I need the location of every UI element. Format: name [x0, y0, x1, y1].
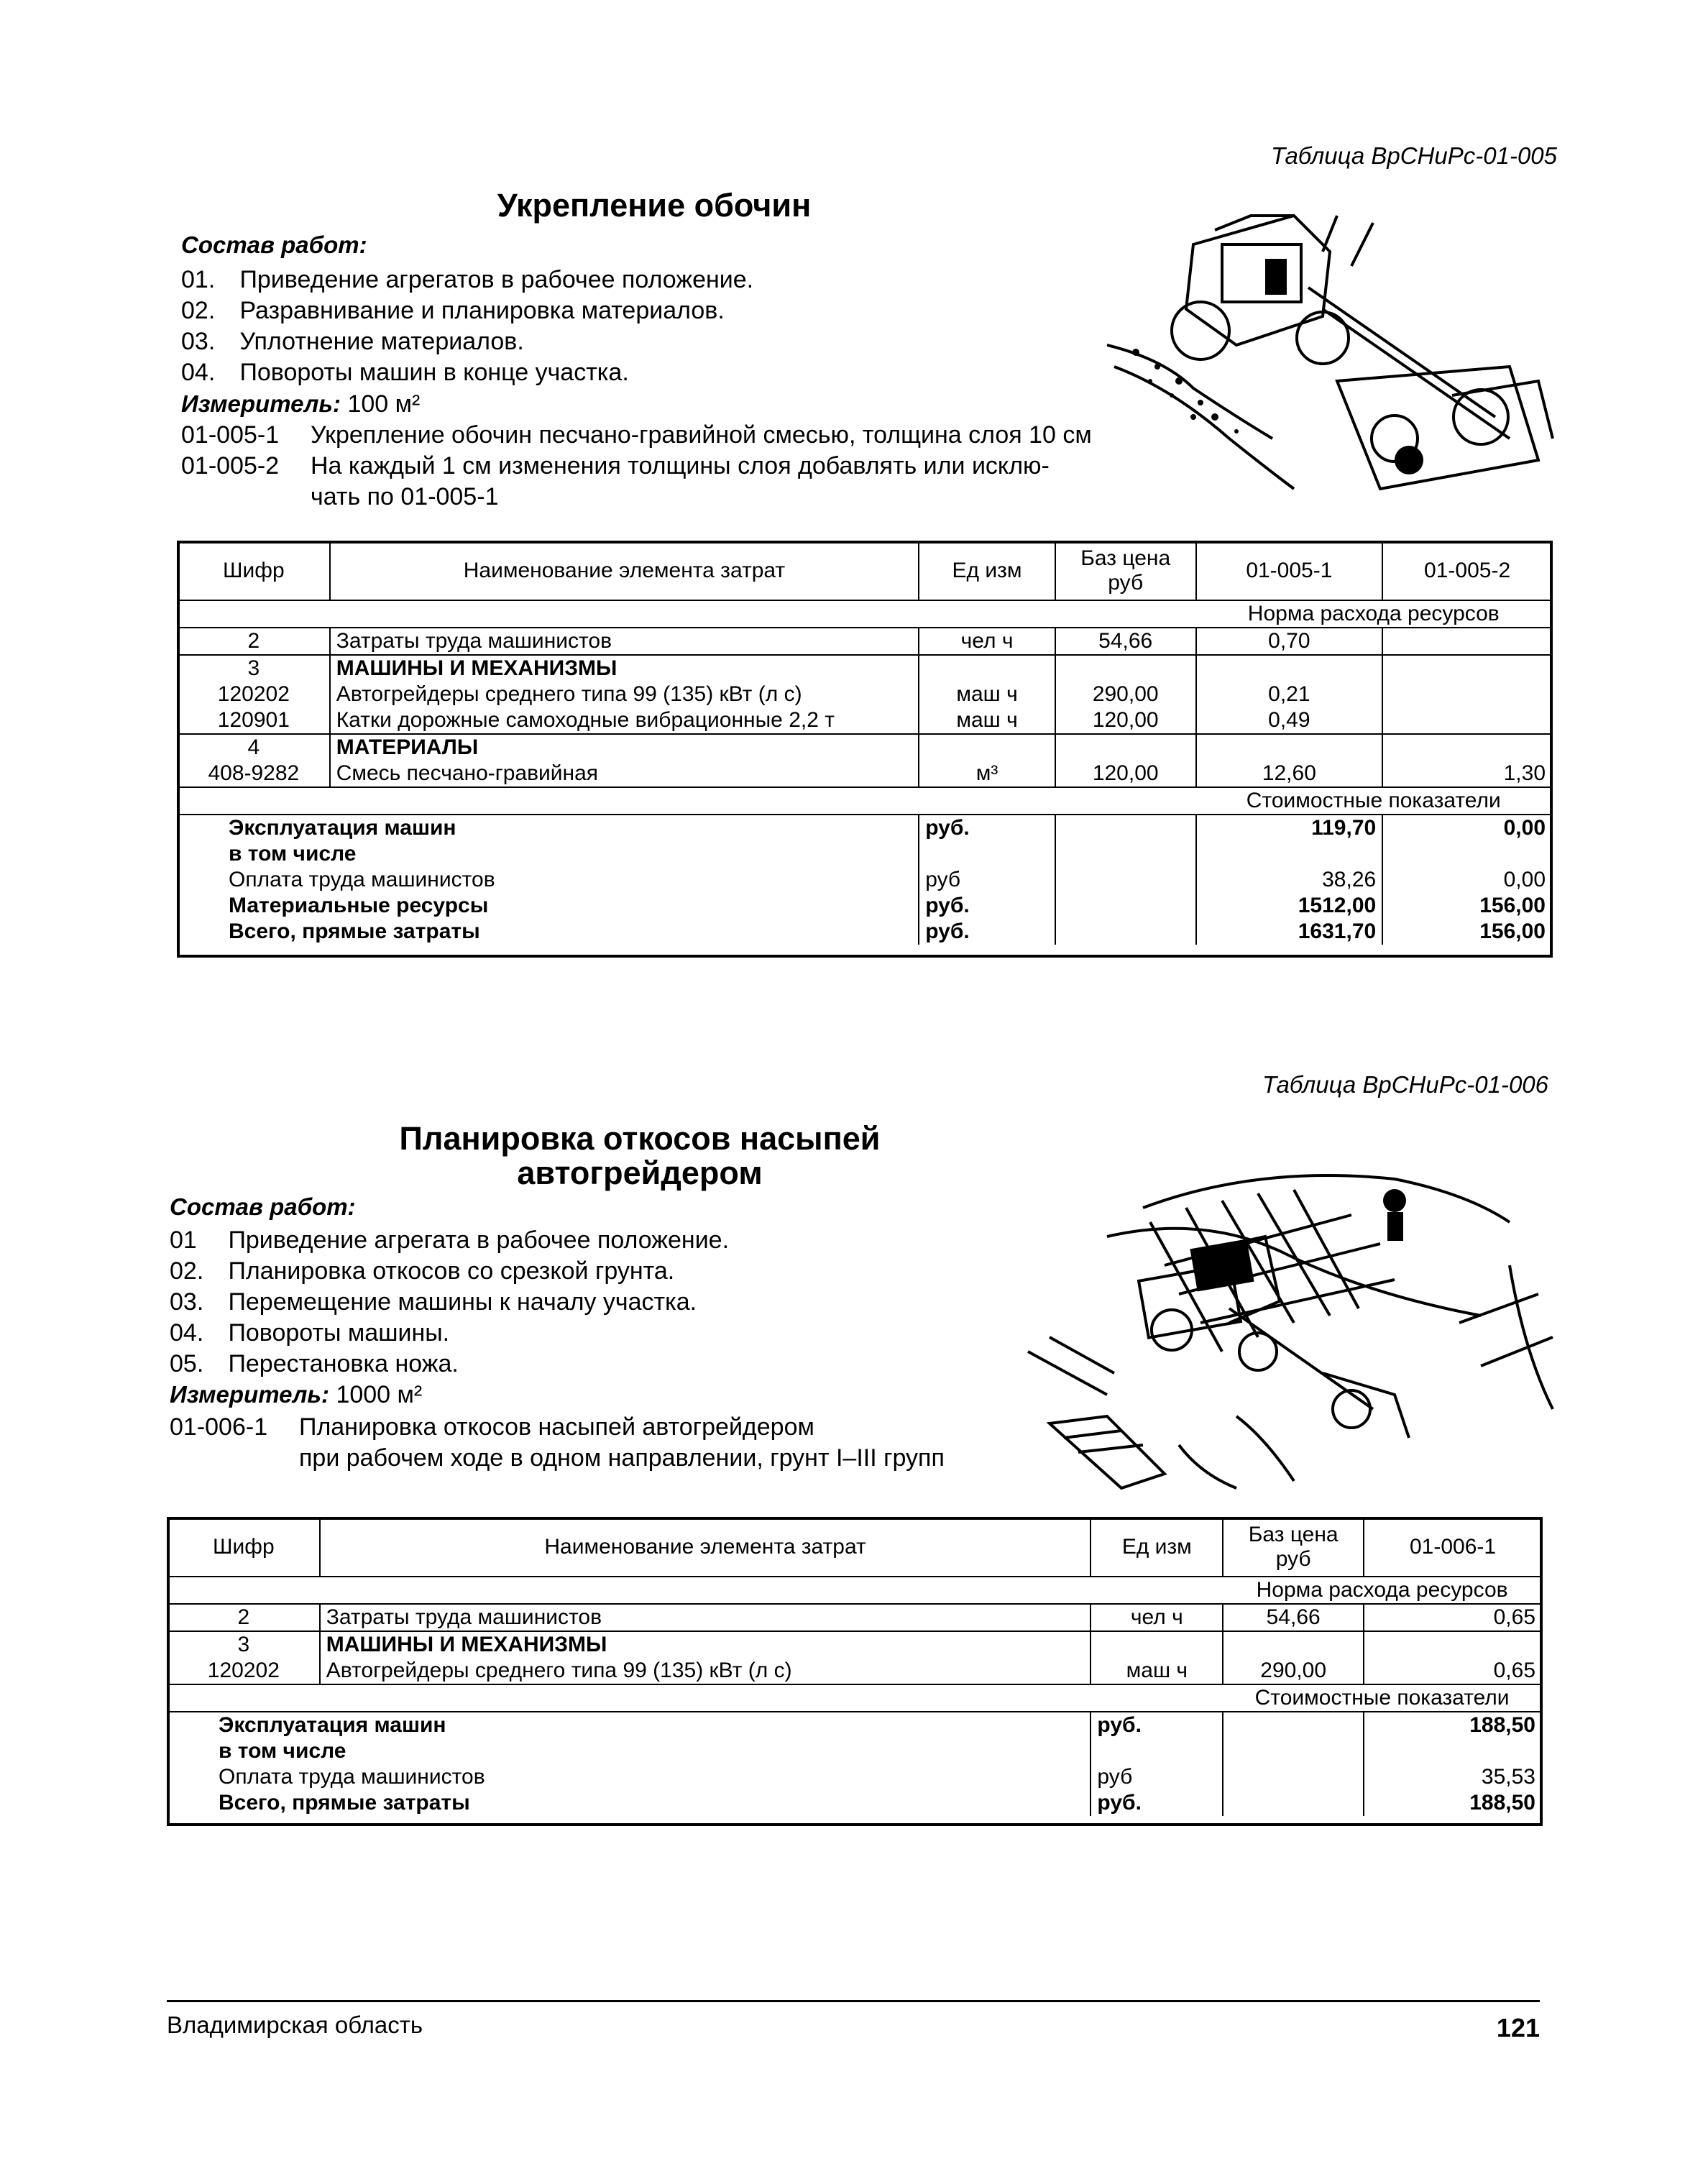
slope-grader-illustration [1021, 1136, 1567, 1495]
header-cell: Ед изм [1091, 1518, 1223, 1577]
footer-rule [167, 2000, 1540, 2002]
footer-region: Владимирская область [167, 2012, 423, 2038]
item-line: при рабочем ходе в одном направлении, грунт I–III групп [299, 1444, 945, 1472]
header-cell: Шифр [167, 1518, 320, 1577]
table-row: 4 МАТЕРИАЛЫ [178, 734, 1552, 761]
cost-row: Эксплуатация машин руб. 188,50 [167, 1712, 1542, 1738]
resource-table [177, 541, 1553, 945]
work-item: 02. Планировка откосов со срезкой грунта. [170, 1257, 675, 1285]
header-cell: Шифр [178, 541, 330, 600]
works-label: Состав работ: [181, 231, 367, 258]
item-line: 01-005-1 Укрепление обочин песчано-гравийной смесью, толщина слоя 10 см [181, 421, 1092, 449]
section-title: Планировка откосов насыпей автогрейдером [399, 1120, 881, 1191]
cost-row: Эксплуатация машин руб. 119,70 0,00 [178, 815, 1552, 841]
header-cell: Наименование элемента затрат [330, 541, 919, 600]
header-cell: Баз цена руб [1223, 1518, 1364, 1577]
header-cell: Ед изм [919, 541, 1055, 600]
table-row: 3 МАШИНЫ И МЕХАНИЗМЫ [167, 1631, 1542, 1658]
items-list [181, 420, 1092, 513]
table-header-row [178, 541, 1552, 600]
cost-row: в том числе [178, 841, 1552, 867]
table-row [178, 787, 1552, 815]
works-list [181, 265, 753, 388]
section-title: Укрепление обочин [497, 187, 812, 224]
cost-row: Материальные ресурсы руб. 1512,00 156,00 [178, 893, 1552, 919]
table-row [167, 1684, 1542, 1712]
cost-label: Стоимостные показатели [1196, 787, 1552, 815]
work-item: 02. Разравнивание и планировка материалов. [181, 297, 725, 324]
cost-label: Стоимостные показатели [1223, 1684, 1542, 1712]
table-row: 408-9282 Смесь песчано-гравийная м³ 120,00 12,60 1,30 [178, 761, 1552, 787]
resource-table [167, 1517, 1543, 1816]
norm-label: Норма расхода ресурсов [1196, 600, 1552, 628]
header-cell: 01-006-1 [1364, 1518, 1542, 1577]
work-item: 01. Приведение агрегатов в рабочее положение. [181, 266, 754, 293]
table-caption: Таблица ВрСНиРс-01-005 [1271, 142, 1557, 169]
norm-label: Норма расхода ресурсов [1223, 1577, 1542, 1604]
work-item: 05. Перестановка ножа. [170, 1350, 459, 1377]
table-caption: Таблица ВрСНиРс-01-006 [1262, 1071, 1548, 1098]
header-cell: 01-005-2 [1382, 541, 1552, 600]
page-number: 121 [1496, 2013, 1540, 2042]
table-row: 2 Затраты труда машинистов чел ч 54,66 0,65 [167, 1604, 1542, 1631]
table-row: 120202 Автогрейдеры среднего типа 99 (135) кВт (л с) маш ч 290,00 0,21 [178, 682, 1552, 707]
measure: Измеритель: 1000 м² [170, 1381, 423, 1408]
work-item: 04. Повороты машин в конце участка. [181, 359, 629, 386]
cost-row: Оплата труда машинистов руб 35,53 [167, 1764, 1542, 1790]
table-row [178, 600, 1552, 628]
grader-illustration [1107, 201, 1567, 525]
header-cell: Баз цена руб [1055, 541, 1196, 600]
table-header-row [167, 1518, 1542, 1577]
item-line: чать по 01-005-1 [311, 483, 499, 510]
table-row: 2 Затраты труда машинистов чел ч 54,66 0,70 [178, 628, 1552, 655]
table-row: 120901 Катки дорожные самоходные вибрационные 2,2 т маш ч 120,00 0,49 [178, 707, 1552, 734]
table-row: 3 МАШИНЫ И МЕХАНИЗМЫ [178, 655, 1552, 682]
item-line: 01-005-2 На каждый 1 см изменения толщины слоя добавлять или исклю- [181, 452, 1050, 480]
work-item: 01 Приведение агрегата в рабочее положение. [170, 1226, 730, 1254]
items-list [170, 1412, 945, 1474]
measure: Измеритель: 100 м² [181, 390, 421, 418]
work-item: 04. Повороты машины. [170, 1319, 450, 1347]
header-cell: 01-005-1 [1196, 541, 1383, 600]
cost-row: Всего, прямые затраты руб. 1631,70 156,00 [178, 919, 1552, 945]
table-row [167, 1577, 1542, 1604]
table-row: 120202 Автогрейдеры среднего типа 99 (135) кВт (л с) маш ч 290,00 0,65 [167, 1658, 1542, 1684]
work-item: 03. Уплотнение материалов. [181, 328, 524, 355]
cost-row: Всего, прямые затраты руб. 188,50 [167, 1790, 1542, 1816]
works-list [170, 1225, 729, 1380]
cost-row: Оплата труда машинистов руб 38,26 0,00 [178, 867, 1552, 893]
header-cell: Наименование элемента затрат [320, 1518, 1091, 1577]
work-item: 03. Перемещение машины к началу участка. [170, 1288, 697, 1316]
cost-row: в том числе [167, 1738, 1542, 1764]
item-line: 01-006-1 Планировка откосов насыпей автогрейдером [170, 1413, 814, 1441]
works-label: Состав работ: [170, 1193, 356, 1220]
